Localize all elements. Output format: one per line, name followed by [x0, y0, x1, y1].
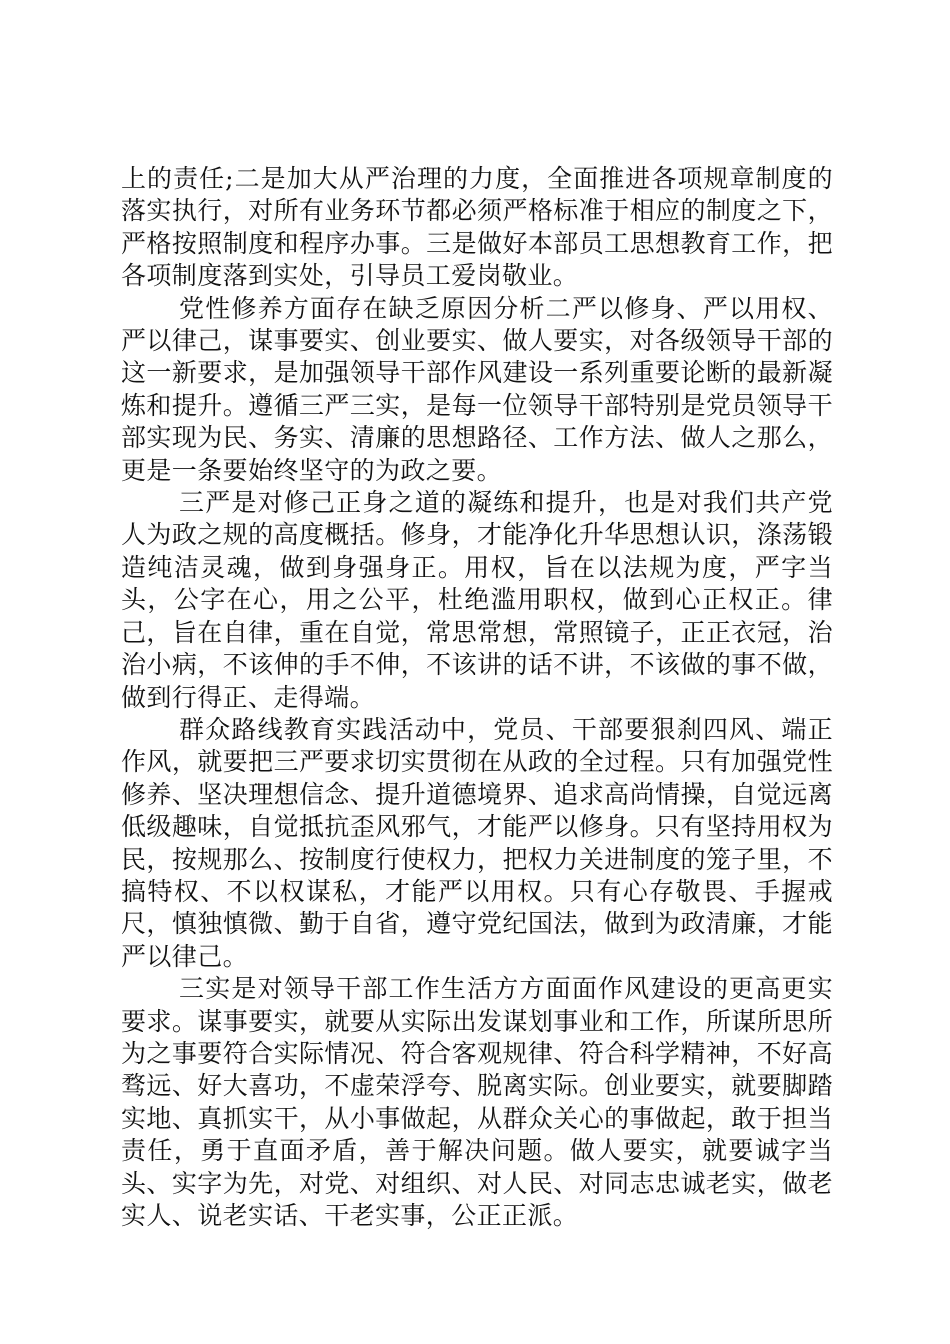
paragraph-4: 群众路线教育实践活动中，党员、干部要狠刹四风、端正作风，就要把三严要求切实贯彻在从政的全过程。只有加强党性修养、坚决理想信念、提升道德境界、追求高尚情操，自觉远离低级趣味，自觉抵抗歪风邪气，才能严以修身。只有坚持用权为民，按规那么、按制度行使权力，把权力关进制度的笼子里，不搞特权、不以权谋私，才能严以用权。只有心存敬畏、手握戒尺，慎独慎微、勤于自省，遵守党纪国法，做到为政清廉，才能严以律己。	[121, 714, 833, 971]
paragraph-5: 三实是对领导干部工作生活方方面面作风建设的更高更实要求。谋事要实，就要从实际出发谋划事业和工作，所谋所思所为之事要符合实际情况、符合客观规律、符合科学精神，不好高骛远、好大喜功，不虚荣浮夸、脱离实际。创业要实，就要脚踏实地、真抓实干，从小事做起，从群众关心的事做起，敢于担当责任，勇于直面矛盾，善于解决问题。做人要实，就要诚字当头、实字为先，对党、对组织、对人民、对同志忠诚老实，做老实人、说老实话、干老实事，公正正派。	[121, 974, 833, 1230]
paragraph-2: 党性修养方面存在缺乏原因分析二严以修身、严以用权、严以律己，谋事要实、创业要实、做人要实，对各级领导干部的这一新要求，是加强领导干部作风建设一系列重要论断的最新凝炼和提升。遵循三严三实，是每一位领导干部特别是党员领导干部实现为民、务实、清廉的思想路径、工作方法、做人之那么，更是一条要始终坚守的为政之要。	[121, 293, 833, 485]
paragraph-1: 上的责任;二是加大从严治理的力度，全面推进各项规章制度的落实执行，对所有业务环节都必须严格标准于相应的制度之下，严格按照制度和程序办事。三是做好本部员工思想教育工作，把各项制度落到实处，引导员工爱岗敬业。	[121, 164, 833, 291]
paragraph-3: 三严是对修己正身之道的凝练和提升，也是对我们共产党人为政之规的高度概括。修身，才能净化升华思想认识，涤荡锻造纯洁灵魂，做到身强身正。用权，旨在以法规为度，严字当头，公字在心，用之公平，杜绝滥用职权，做到心正权正。律己，旨在自律，重在自觉，常思常想，常照镜子，正正衣冠，治治小病，不该伸的手不伸，不该讲的话不讲，不该做的事不做，做到行得正、走得端。	[121, 488, 833, 712]
document-body	[121, 163, 833, 1232]
